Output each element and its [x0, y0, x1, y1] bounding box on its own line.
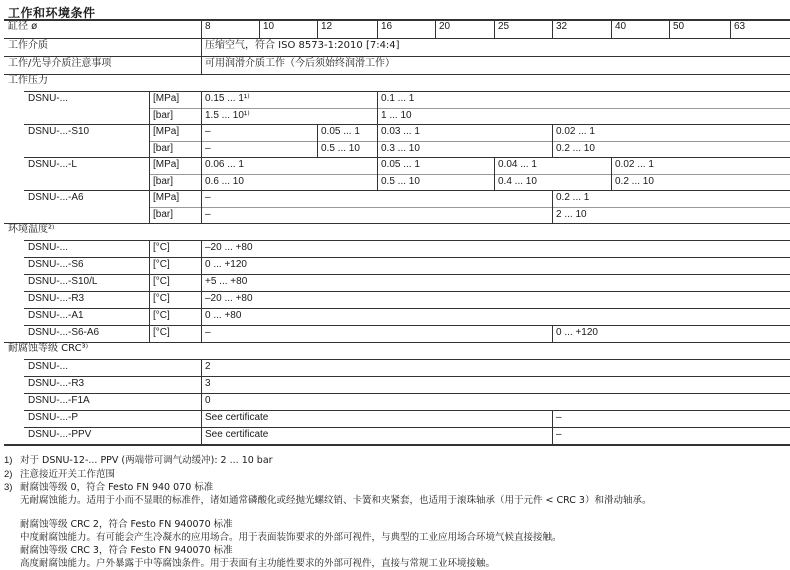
row-divider	[24, 257, 790, 258]
temperature-variant: DSNU-...-S10/L	[28, 276, 98, 287]
corrosion-variant: DSNU-...-PPV	[28, 429, 92, 440]
column-divider	[377, 124, 378, 141]
column-divider	[377, 108, 378, 125]
pressure-value: –	[205, 142, 211, 154]
row-divider	[4, 223, 790, 224]
footnote-text: 高度耐腐蚀能力。户外暴露于中等腐蚀条件。用于表面有主功能性要求的外部可视件，直接与常规工业环境接触。	[20, 558, 496, 569]
column-divider	[669, 20, 670, 38]
column-divider	[149, 157, 150, 174]
row-divider	[24, 325, 790, 326]
corrosion-value: –	[556, 412, 562, 423]
temperature-unit: [°C]	[153, 259, 170, 270]
pilot-note-value: 可用润滑介质工作（今后须始终润滑工作）	[205, 58, 395, 69]
pressure-variant: DSNU-...-L	[28, 159, 77, 170]
temperature-variant: DSNU-...-S6	[28, 259, 84, 270]
column-divider	[611, 157, 612, 174]
pressure-unit: [MPa]	[153, 159, 180, 170]
temperature-unit: [°C]	[153, 327, 170, 338]
pressure-value: 0.06 ... 1	[205, 159, 244, 170]
column-divider	[552, 124, 553, 141]
footnote-mark: 3)	[4, 482, 13, 493]
column-divider	[377, 174, 378, 191]
column-divider	[552, 207, 553, 224]
pressure-value: 0.1 ... 1	[381, 93, 415, 104]
corrosion-variant: DSNU-...-P	[28, 412, 78, 423]
bore-10: 10	[263, 21, 275, 32]
temperature-value: 0 ... +120	[556, 327, 598, 338]
pressure-value: 0.04 ... 1	[498, 159, 537, 170]
row-divider	[4, 74, 790, 75]
bore-20: 20	[439, 21, 451, 32]
bore-63: 63	[734, 21, 746, 32]
corrosion-value: –	[556, 429, 562, 440]
pressure-value: 0.2 ... 1	[556, 192, 590, 203]
column-divider	[201, 38, 202, 56]
footnote-text: 对于 DSNU-12-... PPV (两端带可调气动缓冲): 2 ... 10 bar	[20, 455, 273, 466]
bore-12: 12	[321, 21, 333, 32]
column-divider	[317, 141, 318, 158]
column-divider	[377, 141, 378, 158]
row-divider	[4, 444, 790, 446]
row-divider	[24, 427, 790, 428]
column-divider	[552, 325, 553, 342]
row-divider	[24, 410, 790, 411]
row-divider	[24, 359, 790, 360]
footnote-text: 无耐腐蚀能力。适用于小而不显眼的标准件，诸如通常磷酸化或经抛光螺纹销、卡簧和夹紧套，也适用于滚珠轴承（用于元件 < CRC 3）和滑动轴承。	[20, 495, 652, 506]
temperature-unit: [°C]	[153, 242, 170, 253]
pressure-value: 0.2 ... 10	[556, 142, 595, 154]
column-divider	[317, 124, 318, 141]
temperature-value: –20 ... +80	[205, 242, 253, 253]
page-title: 工作和环境条件	[8, 6, 96, 20]
column-divider	[611, 20, 612, 38]
column-divider	[494, 157, 495, 174]
pressure-value: 1.5 ... 10¹⁾	[205, 109, 250, 121]
temperature-value: –	[205, 327, 211, 338]
column-divider	[149, 108, 150, 125]
column-divider	[149, 240, 150, 257]
pressure-value: –	[205, 192, 211, 203]
pressure-unit: [bar]	[153, 208, 174, 220]
corrosion-value: 0	[205, 395, 211, 406]
temperature-unit: [°C]	[153, 276, 170, 287]
row-divider	[4, 56, 790, 57]
pressure-value: 0.15 ... 1¹⁾	[205, 93, 250, 104]
corrosion-variant: DSNU-...	[28, 361, 68, 372]
pressure-unit: [MPa]	[153, 192, 180, 203]
column-divider	[149, 274, 150, 291]
pressure-unit: [MPa]	[153, 93, 180, 104]
column-divider	[552, 410, 553, 427]
column-divider	[149, 308, 150, 325]
row-divider	[24, 274, 790, 275]
conditions-table	[4, 0, 790, 450]
column-divider	[317, 20, 318, 38]
temperature-unit: [°C]	[153, 310, 170, 321]
pressure-value: 0.05 ... 1	[321, 126, 360, 137]
footnote-text: 中度耐腐蚀能力。有可能会产生冷凝水的应用场合。用于表面装饰要求的外部可视件，与典型的工业应用场合环境气候直接接触。	[20, 532, 562, 543]
column-divider	[377, 91, 378, 108]
footnote	[4, 454, 273, 467]
pressure-value: 0.02 ... 1	[556, 126, 595, 137]
column-divider	[552, 427, 553, 444]
column-divider	[149, 124, 150, 141]
footnote-text: 耐腐蚀等级 CRC 2，符合 Festo FN 940070 标准	[20, 519, 233, 530]
bore-8: 8	[205, 21, 211, 32]
pressure-value: 0.3 ... 10	[381, 142, 420, 154]
column-divider	[149, 257, 150, 274]
corrosion-value: See certificate	[205, 412, 269, 423]
corrosion-value: See certificate	[205, 429, 269, 440]
bore-header-label: 缸径 ø	[8, 21, 38, 32]
bore-40: 40	[615, 21, 627, 32]
footnote	[4, 468, 115, 481]
pressure-variant: DSNU-...-S10	[28, 126, 90, 137]
temperature-variant: DSNU-...-A1	[28, 310, 84, 321]
row-divider	[149, 141, 790, 142]
column-divider	[149, 291, 150, 308]
pressure-variant: DSNU-...-A6	[28, 192, 84, 203]
pressure-unit: [bar]	[153, 109, 174, 121]
footnote	[4, 518, 233, 531]
pressure-value: 0.5 ... 10	[381, 175, 420, 187]
pressure-variant: DSNU-...	[28, 93, 68, 104]
footnote	[4, 494, 651, 507]
column-divider	[149, 174, 150, 191]
column-divider	[377, 157, 378, 174]
pilot-note-label: 工作/先导介质注意事项	[8, 58, 112, 69]
row-divider	[24, 393, 790, 394]
column-divider	[611, 174, 612, 191]
bore-25: 25	[498, 21, 510, 32]
pressure-value: 2 ... 10	[556, 208, 587, 220]
row-divider	[24, 308, 790, 309]
footnote	[4, 481, 213, 494]
pressure-unit: [MPa]	[153, 126, 180, 137]
temperature-variant: DSNU-...	[28, 242, 68, 253]
corrosion-value: 3	[205, 378, 211, 389]
temperature-variant: DSNU-...-R3	[28, 293, 85, 304]
temperature-value: 0 ... +120	[205, 259, 247, 270]
pressure-value: 0.05 ... 1	[381, 159, 420, 170]
pressure-label: 工作压力	[8, 75, 48, 86]
column-divider	[201, 20, 202, 38]
column-divider	[552, 190, 553, 207]
column-divider	[149, 207, 150, 224]
footnote-mark: 2)	[4, 469, 13, 480]
footnote-text: 耐腐蚀等级 CRC 3，符合 Festo FN 940070 标准	[20, 545, 233, 556]
pressure-value: 0.6 ... 10	[205, 175, 244, 187]
row-divider	[24, 190, 790, 191]
pressure-unit: [bar]	[153, 175, 174, 187]
row-divider	[149, 174, 790, 175]
pressure-value: 1 ... 10	[381, 109, 412, 121]
corrosion-variant: DSNU-...-F1A	[28, 395, 90, 406]
bore-50: 50	[673, 21, 685, 32]
pressure-value: –	[205, 126, 211, 137]
column-divider	[259, 20, 260, 38]
pressure-unit: [bar]	[153, 142, 174, 154]
pressure-value: 0.4 ... 10	[498, 175, 537, 187]
pressure-value: 0.5 ... 10	[321, 142, 360, 154]
corrosion-label: 耐腐蚀等级 CRC³⁾	[8, 343, 89, 354]
column-divider	[730, 20, 731, 38]
medium-label: 工作介质	[8, 40, 48, 51]
medium-value: 压缩空气，符合 ISO 8573-1:2010 [7:4:4]	[205, 40, 400, 51]
corrosion-value: 2	[205, 361, 211, 372]
temperature-value: 0 ... +80	[205, 310, 242, 321]
column-divider	[552, 141, 553, 158]
footnote	[4, 531, 562, 544]
row-divider	[24, 376, 790, 377]
temperature-unit: [°C]	[153, 293, 170, 304]
bore-32: 32	[556, 21, 568, 32]
footnote	[4, 557, 495, 570]
temperature-value: +5 ... +80	[205, 276, 248, 287]
temperature-label: 环境温度²⁾	[8, 224, 55, 235]
footnote-mark: 1)	[4, 455, 13, 466]
column-divider	[552, 20, 553, 38]
column-divider	[149, 91, 150, 108]
column-divider	[494, 20, 495, 38]
footnote-text: 耐腐蚀等级 0，符合 Festo FN 940 070 标准	[20, 482, 214, 493]
column-divider	[149, 325, 150, 342]
column-divider	[435, 20, 436, 38]
pressure-value: –	[205, 208, 211, 220]
bore-16: 16	[381, 21, 393, 32]
temperature-variant: DSNU-...-S6-A6	[28, 327, 100, 338]
column-divider	[149, 190, 150, 207]
row-divider	[24, 240, 790, 241]
corrosion-variant: DSNU-...-R3	[28, 378, 85, 389]
pressure-value: 0.02 ... 1	[615, 159, 654, 170]
column-divider	[377, 20, 378, 38]
pressure-value: 0.2 ... 10	[615, 175, 654, 187]
column-divider	[201, 56, 202, 74]
row-divider	[149, 207, 790, 208]
row-divider	[24, 291, 790, 292]
temperature-value: –20 ... +80	[205, 293, 253, 304]
row-divider	[4, 342, 790, 343]
column-divider	[149, 141, 150, 158]
footnote-text: 注意接近开关工作范围	[20, 469, 116, 480]
column-divider	[494, 174, 495, 191]
footnote	[4, 544, 233, 557]
pressure-value: 0.03 ... 1	[381, 126, 420, 137]
